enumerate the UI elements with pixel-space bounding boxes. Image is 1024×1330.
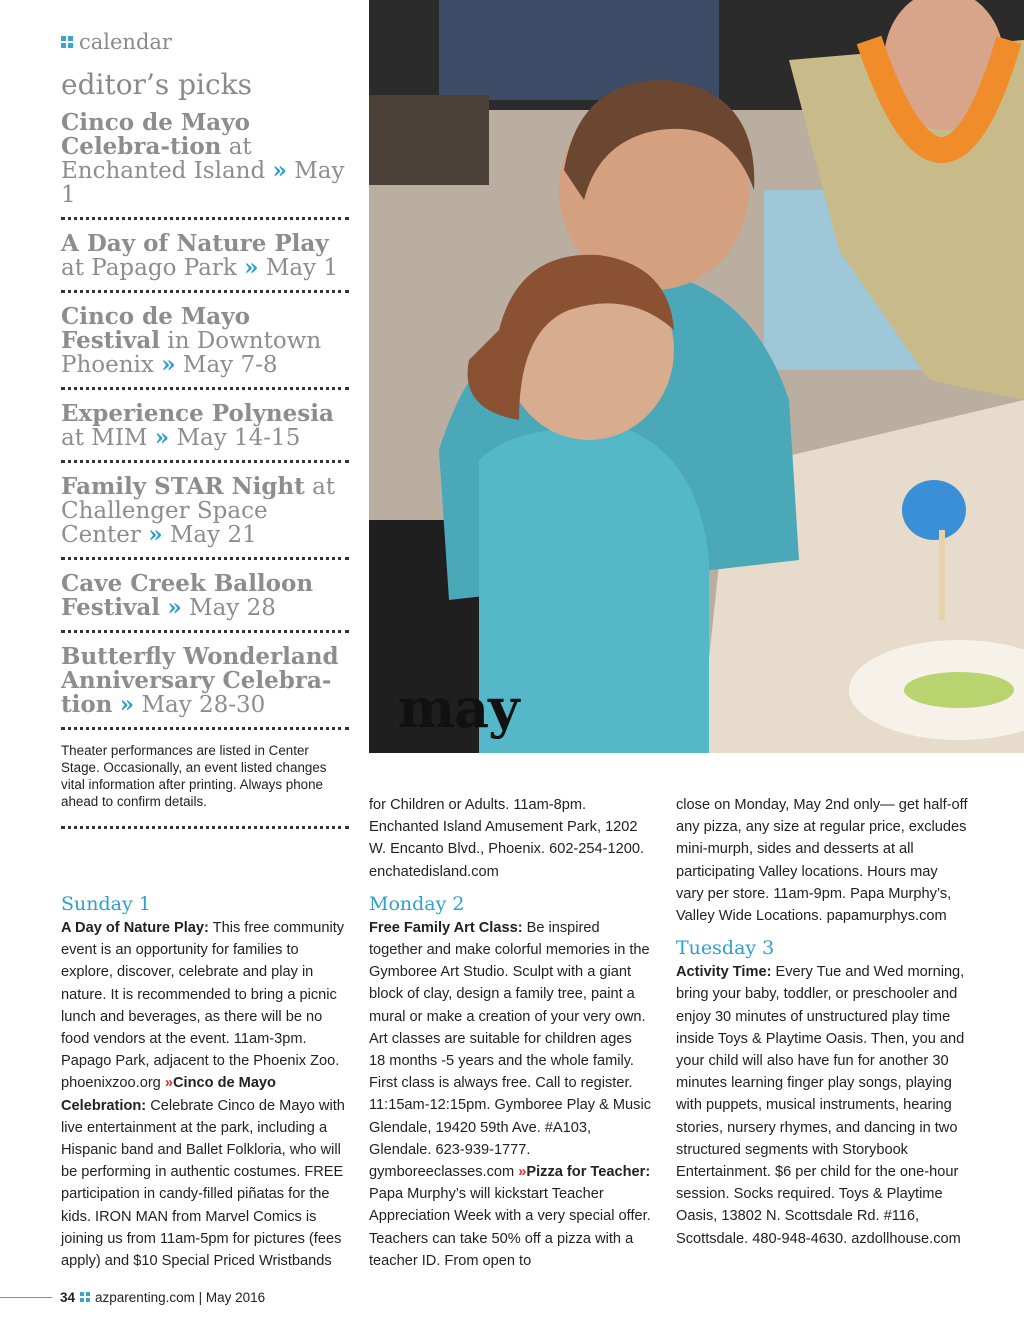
page-number: 34: [60, 1289, 76, 1305]
event-title-cinco-celebration: Cinco de Mayo Celebration:: [61, 1075, 276, 1114]
grid-icon: [61, 36, 73, 48]
editors-pick-item: [61, 471, 349, 560]
pick-name: Butterfly Wonderland Anniversary Celebra-tion: [61, 643, 339, 718]
editors-pick-item: [61, 107, 349, 220]
event-title-pizza-teacher: Pizza for Teacher:: [526, 1164, 651, 1181]
pick-name: Cinco de Mayo Celebra-tion: [61, 109, 250, 160]
day-heading-sunday: Sunday 1: [61, 893, 151, 915]
pick-place: at MIM: [61, 425, 148, 451]
editors-pick-item: [61, 398, 349, 463]
pick-arrow: »: [272, 157, 287, 184]
event-title-art-class: Free Family Art Class:: [369, 919, 523, 936]
pick-date: May 1: [61, 158, 345, 208]
event-title-nature-play: A Day of Nature Play:: [61, 920, 209, 936]
month-label: may: [398, 676, 519, 740]
section-name: calendar: [79, 30, 172, 54]
day-heading-tuesday: Tuesday 3: [676, 937, 775, 960]
pick-name: Cinco de Mayo Festival: [61, 303, 250, 354]
grid-icon: [80, 1292, 90, 1302]
pick-date: May 28-30: [141, 692, 266, 718]
editors-pick-item: [61, 568, 349, 633]
event-title-activity-time: Activity Time:: [676, 964, 772, 981]
footer-site: azparenting.com: [95, 1289, 195, 1305]
pick-name: Cave Creek Balloon Festival: [61, 570, 314, 621]
disclaimer-note: Theater performances are listed in Center Stage. Occasionally, an event listed changes vital information after printing. Always phone ahead to confirm details.: [61, 742, 349, 829]
column-3-body: [676, 961, 968, 1250]
pick-date: May 21: [169, 522, 257, 548]
day-heading-monday: Monday 2: [369, 892, 465, 915]
column-1: [61, 883, 351, 1272]
pick-arrow: »: [161, 351, 176, 378]
column-2: [369, 794, 651, 1272]
column-1-body: [61, 917, 351, 1272]
editors-pick-item: [61, 301, 349, 390]
column-3: [676, 794, 968, 1250]
pick-arrow: »: [167, 594, 182, 621]
pick-arrow: »: [148, 521, 163, 548]
page-footer: [0, 1286, 400, 1308]
separator-arrow: »: [164, 1075, 173, 1092]
event-text-art-class: Be inspired together and make colorful memories in the Gymboree Art Studio. Sculpt with a giant block of clay, design a family tree, paint a mural or make a creation of your very own. Art classes are suitable for children ages 18 months -5 years and the whole family. First class is always free. Call to register. 11:15am-12:15pm. Gymboree Play & Music Glendale, 19420 59th Ave. #A103, Glendale. 623-939-1777. gymboreeclasses.com: [369, 919, 651, 1181]
hero-photo: [369, 0, 1024, 753]
event-text-nature-play: This free community event is an opportunity for families to explore, discover, celebrate and play in nature. It is recommended to bring a picnic lunch and beverages, as there will be no food vendors at the event. 11am-3pm. Papago Park, adjacent to the Phoenix Zoo. phoenixzoo.org: [61, 920, 345, 1092]
editors-pick-item: [61, 641, 349, 730]
pick-place: at Challenger Space Center: [61, 474, 336, 548]
continued-text: close on Monday, May 2nd only— get half-off any pizza, any size at regular price, excludes mini-murph, sides and desserts at all participating Valley locations. Hours may vary per store. 11am-9pm. Papa Murphy’s, Valley Wide Locations. papamurphys.com: [676, 797, 968, 925]
pick-arrow: »: [119, 691, 135, 718]
event-text-activity-time: Every Tue and Wed morning, bring your baby, toddler, or preschooler and enjoy 30 minutes of unstructured play time inside Toys & Playtime Oasis. Then, you and your child will also have fun for another 30 minutes learning finger play songs, playing with puppets, musical instruments, hearing stories, nursery rhymes, and dancing in two structured segments with Storybook Entertainment. $6 per child for the one-hour session. Socks required. Toys & Playtime Oasis, 13802 N. Scottsdale Rd. #116, Scottsdale. 480-948-4630. azdollhouse.com: [676, 964, 965, 1247]
event-text-pizza-teacher: Papa Murphy’s will kickstart Teacher Appreciation Week with a very special offer. Teachers can take 50% off a pizza with a teacher ID. From open to: [369, 1186, 651, 1269]
continued-text: for Children or Adults. 11am-8pm. Enchanted Island Amusement Park, 1202 W. Encanto Blvd., Phoenix. 602-254-1200. enchatedisland.com: [369, 797, 645, 880]
column-2-body: [369, 917, 651, 1272]
footer-divider: |: [198, 1289, 203, 1305]
pick-date: May 28: [189, 595, 276, 621]
separator-arrow: »: [518, 1164, 527, 1181]
pick-date: May 1: [265, 255, 339, 281]
section-label: [61, 30, 349, 54]
pick-place: at Papago Park: [61, 255, 237, 281]
editors-pick-item: [61, 228, 349, 293]
footer-issue: May 2016: [205, 1289, 266, 1305]
pick-name: A Day of Nature Play: [61, 230, 329, 257]
event-text-cinco-celebration: Celebrate Cinco de Mayo with live entertainment at the park, including a Hispanic band and Ballet Folkloria, who will be performing in authentic costumes. FREE participation in candy-filled piñatas for the kids. IRON MAN from Marvel Comics is joining us from 11am-5pm for pictures (fees apply) and $10 Special Priced Wristbands: [61, 1097, 345, 1270]
pick-name: Experience Polynesia: [61, 400, 334, 427]
picks-title: editor’s picks: [61, 68, 253, 101]
pick-arrow: »: [154, 424, 170, 451]
picks-list: [61, 107, 349, 730]
pick-date: May 7-8: [182, 352, 278, 378]
pick-place: in Downtown Phoenix: [61, 328, 322, 378]
footer-rule: [0, 1297, 52, 1298]
family-art-photo: [369, 0, 1024, 753]
pick-place: at Enchanted Island: [61, 134, 266, 184]
pick-date: May 14-15: [176, 425, 301, 451]
editors-picks-sidebar: [61, 30, 349, 829]
pick-arrow: »: [244, 254, 259, 281]
pick-name: Family STAR Night: [61, 473, 305, 500]
